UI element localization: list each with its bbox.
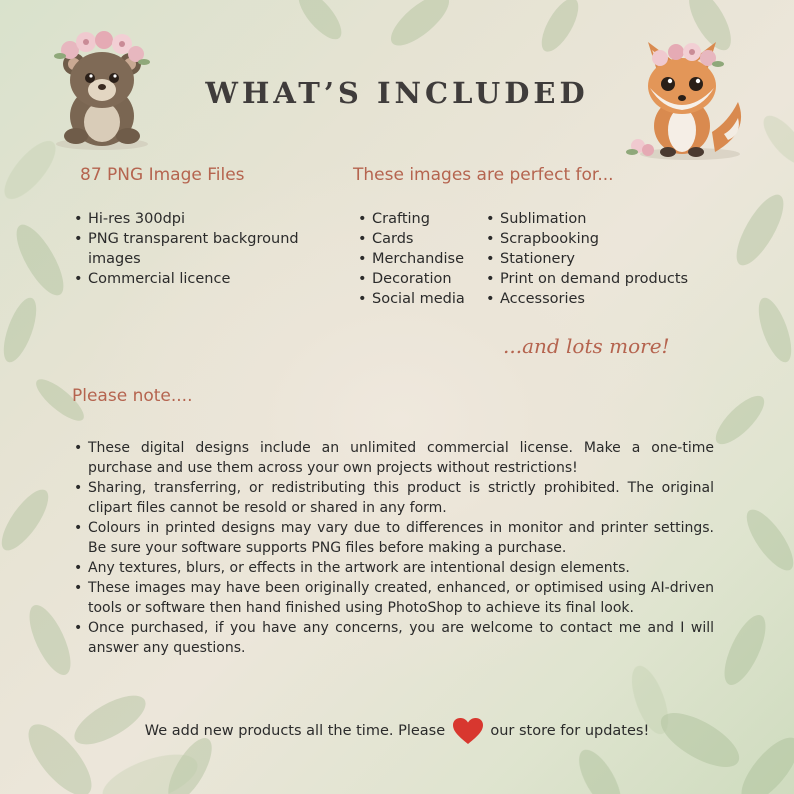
list-item: • Scrapbooking	[486, 229, 716, 249]
list-item: • Commercial licence	[74, 269, 324, 289]
list-item: • Colours in printed designs may vary due to differences in monitor and printer settings. Be sure your software supports PNG files before making a purchase.	[74, 518, 714, 558]
list-item: • Merchandise	[358, 249, 483, 269]
list-item: • Sharing, transferring, or redistributing this product is strictly prohibited. The original clipart files cannot be resold or shared in any form.	[74, 478, 714, 518]
list-item: • Cards	[358, 229, 483, 249]
uses-list-col2	[486, 209, 716, 309]
uses-heading: These images are perfect for...	[353, 165, 614, 185]
list-item: • Accessories	[486, 289, 716, 309]
files-heading: 87 PNG Image Files	[80, 165, 245, 185]
notes-list	[74, 438, 714, 658]
list-item: • PNG transparent background images	[74, 229, 324, 269]
list-item: • These images may have been originally created, enhanced, or optimised using AI-driven tools or software then hand finished using PhotoShop to achieve its final look.	[74, 578, 714, 618]
list-item: • These digital designs include an unlimited commercial license. Make a one-time purchase and use them across your own projects without restrictions!	[74, 438, 714, 478]
uses-list-col1	[358, 209, 483, 309]
note-heading: Please note....	[72, 386, 193, 406]
heart-icon	[452, 717, 484, 745]
list-item: • Stationery	[486, 249, 716, 269]
list-item: • Sublimation	[486, 209, 716, 229]
page-title: WHAT’S INCLUDED	[205, 76, 589, 110]
list-item: • Social media	[358, 289, 483, 309]
list-item: • Print on demand products	[486, 269, 716, 289]
lots-more-tagline: ...and lots more!	[503, 334, 670, 358]
footer-text-after: our store for updates!	[490, 723, 650, 739]
list-item: • Any textures, blurs, or effects in the artwork are intentional design elements.	[74, 558, 714, 578]
footer-text-before: We add new products all the time. Please	[144, 723, 446, 739]
list-item: • Decoration	[358, 269, 483, 289]
list-item: • Once purchased, if you have any concerns, you are welcome to contact me and I will answer any questions.	[74, 618, 714, 658]
footer-message	[0, 717, 794, 745]
list-item: • Hi-res 300dpi	[74, 209, 324, 229]
list-item: • Crafting	[358, 209, 483, 229]
files-list	[74, 209, 324, 289]
